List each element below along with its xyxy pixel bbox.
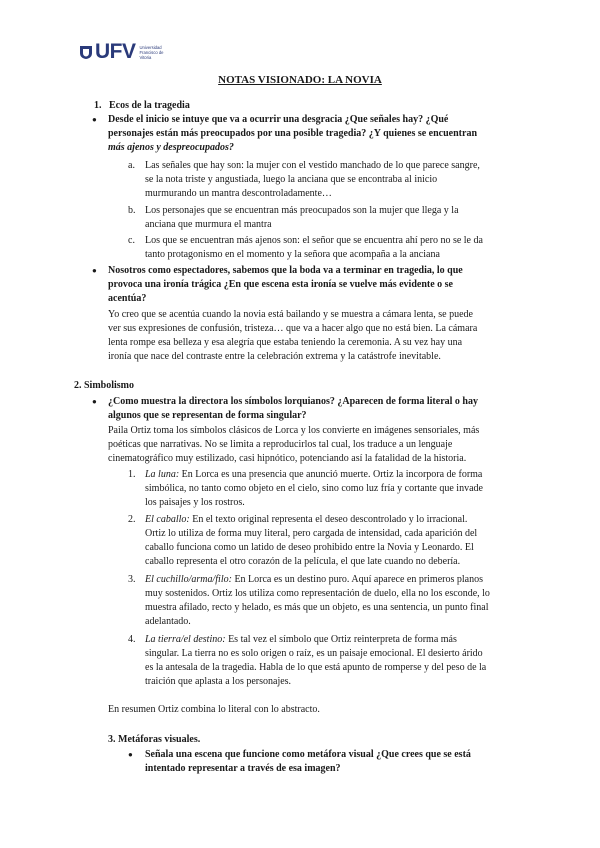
- list-item-text: es la antesala de la tragedia. Habla de lo que está apunto de romperse y del peso de la: [145, 662, 487, 673]
- list-item-text: muy sostenidos. Ortiz los utiliza como representación de duelo, ella no los esconde, lo: [145, 588, 490, 599]
- question-text: Señala una escena que funcione como metáfora visual ¿Que crees que se está: [145, 749, 471, 760]
- answer-text: Los personajes que se encuentran más preocupados son la mujer que llega y la: [145, 205, 459, 216]
- list-label: b.: [128, 205, 136, 216]
- answer-text: murmurando un mantra descontroladamente…: [145, 188, 332, 199]
- question-text: más ajenos y despreocupados?: [108, 142, 234, 153]
- list-item-text: muestra afilado, recto y helado, es más que un objeto, es una sentencia, un punto final: [145, 602, 489, 613]
- question-text: Desde el inicio se intuye que va a ocurrir una desgracia ¿Que señales hay? ¿Qué: [108, 114, 449, 125]
- list-item: El caballo: En el texto original representa el deseo descontrolado y lo irracional.: [145, 514, 468, 525]
- list-number: 2.: [128, 514, 136, 525]
- summary-text: En resumen Ortiz combina lo literal con lo abstracto.: [108, 704, 320, 715]
- ufv-emblem-icon: [79, 44, 93, 60]
- paragraph-text: cinematográfico muy estilizado, casi hipnótico, potenciando así la fatalidad de la historia.: [108, 453, 467, 464]
- list-item: El cuchillo/arma/filo: En Lorca es un destino puro. Aquí aparece en primeros planos: [145, 574, 483, 585]
- paragraph-text: ver sus expresiones de confusión, tristeza… que va a hacer algo que no está bien. La cámara: [108, 323, 478, 334]
- list-item: La tierra/el destino: Es tal vez el símbolo que Ortiz reinterpreta de forma más: [145, 634, 457, 645]
- logo-subtitle: Universidad Francisco de Vitoria: [139, 44, 164, 60]
- answer-text: tanto protagonismo en el momento y la señora que acompaña a la anciana: [145, 249, 440, 260]
- question-text: provoca una ironía trágica ¿En que escena esta ironía se vuelve más evidente o se: [108, 279, 453, 290]
- answer-text: Las señales que hay son: la mujer con el vestido manchado de lo que parece sangre,: [145, 160, 480, 171]
- section-1-heading: Ecos de la tragedia: [109, 100, 190, 111]
- symbol-term: El caballo:: [145, 514, 190, 525]
- bullet-icon: ●: [128, 750, 133, 759]
- list-item: La luna: En Lorca es una presencia que anunció muerte. Ortiz la incorpora de forma: [145, 469, 483, 480]
- section-1-number: 1.: [94, 100, 102, 111]
- list-number: 1.: [128, 469, 136, 480]
- bullet-icon: ●: [92, 115, 97, 124]
- section-3-heading: 3. Metáforas visuales.: [108, 734, 201, 745]
- list-item-text: traición que aplasta a los personajes.: [145, 676, 292, 687]
- list-item-text: simbólica, no tanto como objeto en el cielo, sino como luz fría y cortante que invade: [145, 483, 483, 494]
- section-2-heading: 2. Simbolismo: [74, 380, 135, 391]
- list-label: a.: [128, 160, 135, 171]
- bullet-icon: ●: [92, 266, 97, 275]
- logo-text: UFV: [95, 40, 136, 63]
- question-text: algunos que se representan de forma singular?: [108, 410, 307, 421]
- ufv-logo-mark: [79, 40, 136, 64]
- paragraph-text: Paila Ortiz toma los símbolos clásicos de Lorca y los convierte en imágenes sensoriales, más: [108, 425, 480, 436]
- list-item-text: singular. La tierra no es solo origen o raíz, es un paisaje emocional. El desierto árido: [145, 648, 483, 659]
- question-text: intentado representar a través de esa imagen?: [145, 763, 341, 774]
- list-item-text: los paisajes y los rostros.: [145, 497, 245, 508]
- question-text: ¿Como muestra la directora los símbolos lorquianos? ¿Aparecen de forma literal o hay: [108, 396, 478, 407]
- answer-text: Los que se encuentran más ajenos son: el señor que se encuentra ahí pero no se le da: [145, 235, 483, 246]
- answer-text: se la nota triste y angustiada, luego la anciana que se encontraba al inicio: [145, 174, 438, 185]
- list-item-text: caballo representa el otro corazón de la película, el que late cuando no debería.: [145, 556, 461, 567]
- document-title: NOTAS VISIONADO: LA NOVIA: [218, 74, 382, 86]
- paragraph-text: poéticas que narrativas. No se limita a reproducirlos tal cual, los traduce a un lenguaje: [108, 439, 453, 450]
- question-text: acentúa?: [108, 293, 147, 304]
- bullet-icon: ●: [92, 397, 97, 406]
- answer-text: anciana que murmura el mantra: [145, 219, 272, 230]
- list-number: 4.: [128, 634, 136, 645]
- symbol-term: La luna:: [145, 469, 180, 480]
- question-text: personajes están más preocupados por una posible tragedia? ¿Y quienes se encuentran: [108, 128, 478, 139]
- question-text: Nosotros como espectadores, sabemos que la boda va a terminar en tragedia, lo que: [108, 265, 463, 276]
- symbol-term: El cuchillo/arma/filo:: [145, 574, 232, 585]
- list-item-text: adelantado.: [145, 616, 191, 627]
- list-label: c.: [128, 235, 135, 246]
- paragraph-text: lenta rompe esa belleza y esa alegría que estaba teniendo la ceremonia. A su vez hay una: [108, 337, 463, 348]
- university-logo: [79, 40, 174, 64]
- list-item-text: Ortiz lo utiliza de forma muy literal, pero cargada de intensidad, cada aparición del: [145, 528, 478, 539]
- symbol-term: La tierra/el destino:: [145, 634, 226, 645]
- list-number: 3.: [128, 574, 136, 585]
- paragraph-text: Yo creo que se acentúa cuando la novia está bailando y se muestra a cámara lenta, se puede: [108, 309, 473, 320]
- list-item-text: caballo funciona como un latido de deseo prohibido entre la Novia y Leonardo. El: [145, 542, 474, 553]
- paragraph-text: ironía que nace del contraste entre la celebración extrema y la catástrofe inevitable.: [108, 351, 441, 362]
